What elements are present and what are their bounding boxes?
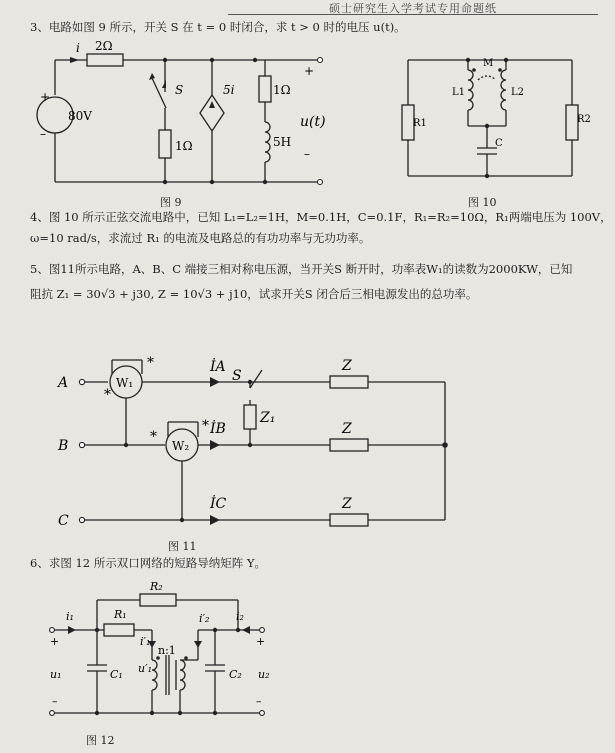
figure-11-caption: 图 11 [168, 540, 197, 553]
figure-10-caption: 图 10 [468, 196, 497, 209]
fig11-terminal-b: B [58, 438, 69, 454]
fig12-plus-left: + [50, 635, 60, 648]
fig12-r2 [140, 594, 176, 606]
fig12-label-r2: R₂ [150, 580, 163, 593]
question-5-line-1: 5、图11所示电路，A、B、C 端接三相对称电压源，当开关S 断开时，功率表W₁的读数为2000KW，已知 [30, 262, 573, 276]
fig10-label-l1: L1 [452, 87, 466, 98]
question-4-line-1: 4、图 10 所示正弦交流电路中，已知 L₁=L₂=1H，M=0.1H，C=0.1F，R₁=R₂=10Ω，R₁两端电压为 100V， [30, 210, 612, 224]
fig11-terminal-a: A [58, 375, 69, 391]
fig12-label-turns-ratio: n:1 [158, 644, 176, 657]
fig9-plus: + [40, 90, 51, 104]
fig10-label-l2: L2 [511, 87, 525, 98]
fig12-coil-left [152, 660, 157, 690]
fig12-label-i1-prime: i′₁ [140, 635, 151, 648]
fig11-star-w1-voltage: * [147, 355, 154, 371]
fig9-label-switch: S [175, 83, 184, 97]
fig12-label-i1: i₁ [66, 610, 74, 623]
fig9-label-r1: 2Ω [95, 39, 113, 53]
fig9-output-minus: – [304, 147, 310, 161]
fig12-label-u2: u₂ [258, 668, 270, 681]
fig11-current-a: İA [210, 359, 226, 375]
fig9-output-voltage: u(t) [300, 114, 326, 130]
fig12-label-r1: R₁ [114, 608, 127, 621]
fig10-label-r2: R2 [577, 114, 591, 125]
fig12-coil-right [180, 660, 185, 690]
fig11-terminal-c: C [58, 513, 69, 529]
fig10-label-r1: R1 [413, 118, 427, 129]
fig12-minus-left: – [52, 695, 58, 708]
question-4-line-2: ω=10 rad/s，求流过 R₁ 的电流及电路总的有功功率与无功功率。 [30, 231, 371, 245]
fig12-r1 [104, 624, 134, 636]
fig10-mutual-label: M [483, 58, 494, 69]
question-3: 3、电路如图 9 所示，开关 S 在 t = 0 时闭合，求 t > 0 时的电压 u(t)。 [30, 20, 406, 34]
fig11-star-w2-current: * [150, 429, 157, 445]
fig11-current-b: İB [210, 421, 226, 437]
fig12-label-i2: i₂ [236, 610, 244, 623]
fig11-label-z-c: Z [342, 496, 352, 512]
fig9-label-r3: 1Ω [273, 83, 291, 97]
fig12-label-i2-prime: i′₂ [199, 612, 210, 625]
fig9-label-source: 80V [68, 109, 92, 123]
question-6: 6、求图 12 所示双口网络的短路导纳矩阵 Y。 [30, 556, 267, 570]
fig11-label-w2: W₂ [172, 439, 190, 453]
fig11-label-w1: W₁ [116, 376, 134, 390]
fig9-label-r2: 1Ω [175, 139, 193, 153]
fig12-label-c1: C₁ [110, 668, 123, 681]
fig12-label-u1: u₁ [50, 668, 62, 681]
fig9-label-dependent: 5i [223, 83, 235, 97]
fig11-current-c: İC [210, 496, 227, 512]
fig12-label-c2: C₂ [229, 668, 242, 681]
fig11-star-w1-current: * [104, 387, 111, 403]
fig11-star-w2-voltage: * [202, 418, 209, 434]
fig10-label-c: C [495, 138, 503, 149]
fig12-minus-right: – [256, 695, 262, 708]
question-5-line-2: 阻抗 Z₁ = 30√3 + j30, Z = 10√3 + j10，试求开关S 闭合后三相电源发出的总功率。 [30, 287, 478, 301]
fig9-output-plus: + [304, 64, 315, 78]
fig9-current-label: i [76, 41, 80, 55]
fig12-plus-right: + [256, 635, 266, 648]
fig11-label-z-b: Z [342, 421, 352, 437]
figure-12-caption: 图 12 [86, 734, 115, 747]
fig9-minus: – [40, 127, 46, 141]
fig11-label-z1: Z₁ [260, 410, 276, 426]
fig11-label-switch: S [232, 368, 242, 384]
fig12-label-u1-prime: u′₁ [138, 662, 152, 675]
fig9-label-inductor: 5H [273, 135, 292, 149]
figure-9-caption: 图 9 [160, 196, 182, 209]
page-header: 硕士研究生入学考试专用命题纸 [228, 0, 598, 15]
fig11-label-z-a: Z [342, 358, 352, 374]
